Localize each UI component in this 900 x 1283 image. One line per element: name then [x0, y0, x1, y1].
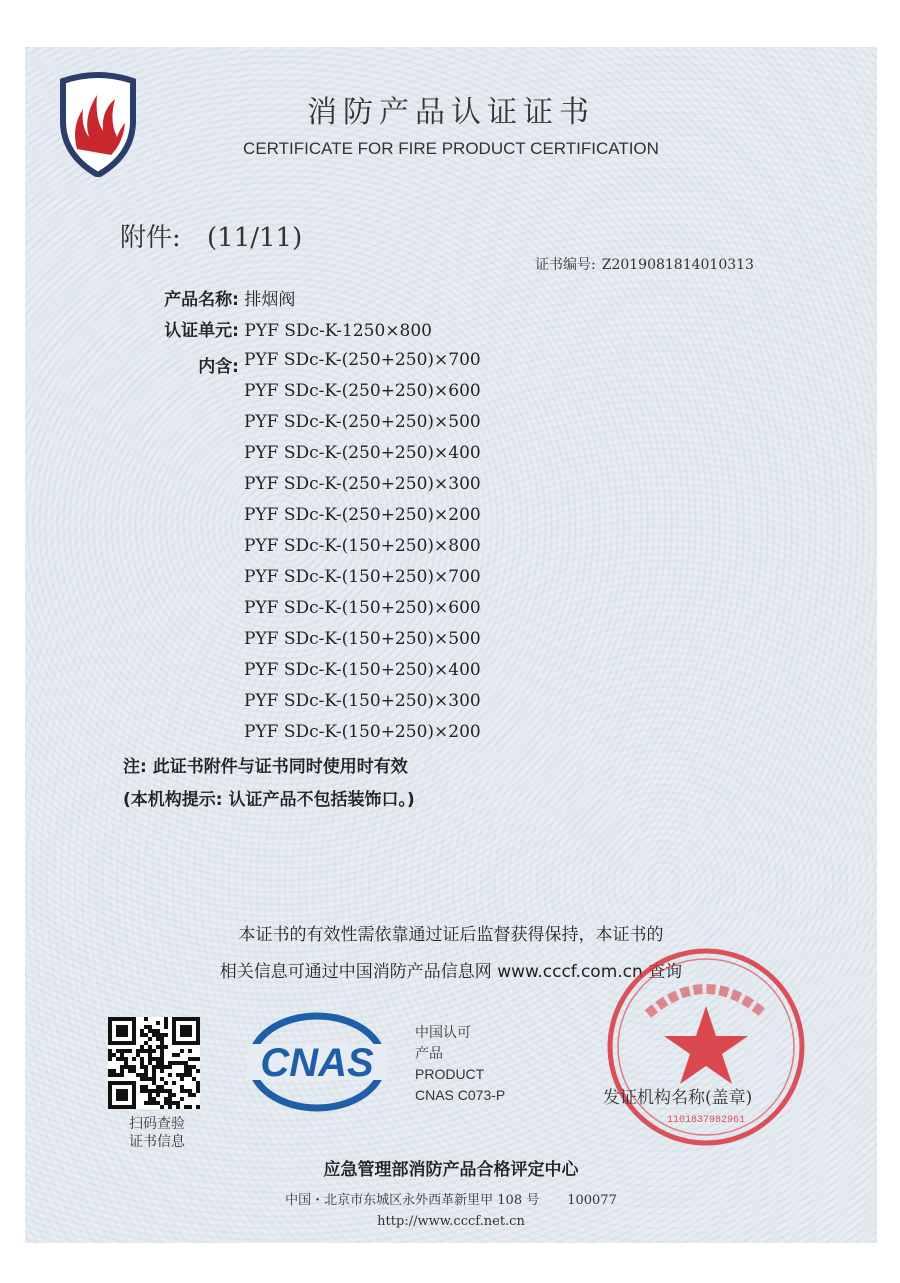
qr-code-icon[interactable]	[108, 1017, 200, 1109]
model-item: PYF SDc-K-(250+250)×300	[244, 474, 481, 494]
product-name-value: 排烟阀	[244, 290, 296, 310]
certificate-sheet	[25, 47, 877, 1243]
certification-unit-value: PYF SDc-K-1250×800	[244, 321, 432, 341]
cnas-line2: 产品	[415, 1045, 443, 1061]
product-name-row	[123, 285, 295, 310]
model-item: PYF SDc-K-(150+250)×700	[244, 567, 481, 587]
model-item: PYF SDc-K-(150+250)×400	[244, 660, 481, 680]
title-chinese: 消防产品认证证书	[307, 95, 595, 130]
model-item: PYF SDc-K-(250+250)×600	[244, 381, 481, 401]
model-item: PYF SDc-K-(150+250)×300	[244, 691, 481, 711]
model-list	[244, 345, 481, 748]
certification-unit-row	[123, 316, 432, 341]
model-item: PYF SDc-K-(150+250)×200	[244, 722, 481, 742]
qr-caption-line2: 证书信息	[129, 1134, 185, 1150]
validity-note: 注: 此证书附件与证书同时使用时有效	[123, 757, 408, 777]
qr-caption-line1: 扫码查验	[129, 1116, 185, 1132]
postcode: 100077	[567, 1193, 617, 1208]
certificate-number-value: Z2019081814010313	[601, 257, 754, 273]
decoration-note: (本机构提示: 认证产品不包括装饰口。)	[123, 790, 415, 810]
model-item: PYF SDc-K-(250+250)×400	[244, 443, 481, 463]
cnas-logo-text: CNAS	[260, 1041, 374, 1085]
attachment-label: 附件:	[120, 223, 181, 253]
cnas-line1: 中国认可	[415, 1024, 471, 1040]
address-text: 中国・北京市东城区永外西革新里甲 108 号	[285, 1193, 540, 1208]
attachment-line	[120, 217, 302, 254]
title-english: CERTIFICATE FOR FIRE PRODUCT CERTIFICATION	[243, 139, 659, 158]
seal-star-icon	[664, 1006, 748, 1084]
cnas-line4: CNAS C073-P	[415, 1087, 506, 1103]
model-item: PYF SDc-K-(150+250)×600	[244, 598, 481, 618]
validity-statement-line1: 本证书的有效性需依靠通过证后监督获得保持，本证书的	[238, 925, 664, 945]
includes-row	[123, 352, 239, 377]
cnas-logo-icon	[247, 1012, 387, 1112]
model-item: PYF SDc-K-(250+250)×500	[244, 412, 481, 432]
model-item: PYF SDc-K-(250+250)×700	[244, 350, 481, 370]
includes-label: 内含:	[198, 357, 239, 377]
certification-unit-label: 认证单元:	[164, 321, 239, 341]
issuer-label: 发证机构名称(盖章)	[603, 1088, 753, 1108]
seal-number: 1101837982961	[666, 1115, 746, 1126]
organization-website[interactable]: http://www.cccf.net.cn	[377, 1214, 525, 1229]
cnas-line3: PRODUCT	[415, 1066, 485, 1082]
official-seal	[603, 944, 809, 1150]
cnas-accreditation-text	[415, 1022, 505, 1106]
certificate-number-label: 证书编号:	[535, 257, 596, 273]
model-item: PYF SDc-K-(250+250)×200	[244, 505, 481, 525]
issuing-organization: 应急管理部消防产品合格评定中心	[323, 1160, 579, 1180]
certificate-number	[535, 254, 754, 274]
attachment-value: (11/11)	[207, 223, 303, 253]
model-item: PYF SDc-K-(150+250)×500	[244, 629, 481, 649]
validity-statement-line2: 相关信息可通过中国消防产品信息网 www.cccf.com.cn 查询	[219, 962, 683, 982]
qr-caption	[117, 1115, 197, 1151]
model-item: PYF SDc-K-(150+250)×800	[244, 536, 481, 556]
organization-address	[25, 1189, 877, 1208]
product-name-label: 产品名称:	[164, 290, 239, 310]
